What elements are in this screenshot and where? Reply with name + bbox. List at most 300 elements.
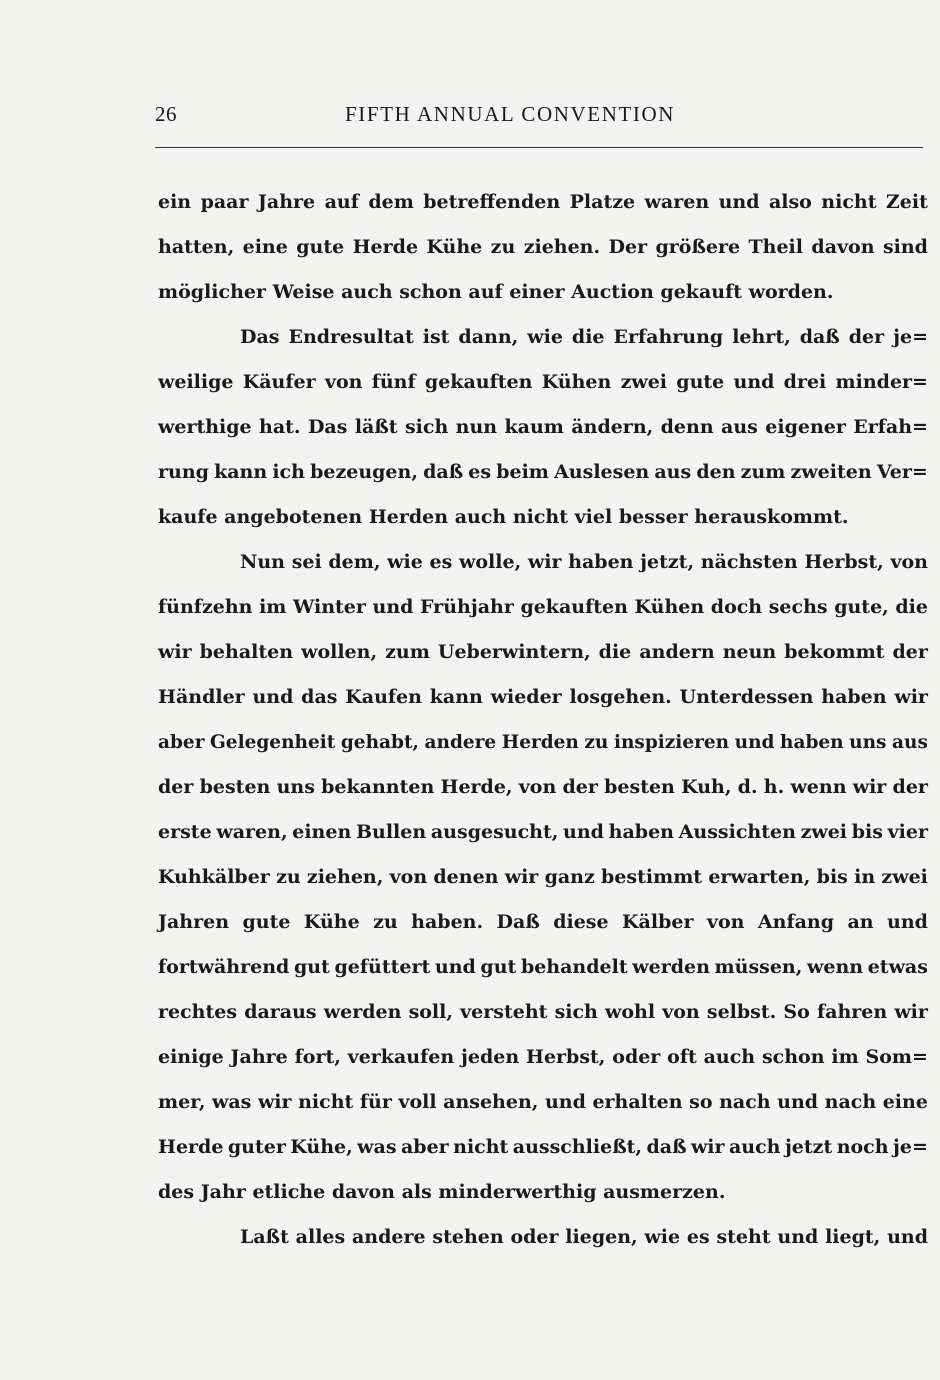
word: beim (496, 461, 549, 483)
text-line (158, 900, 928, 945)
word: mer, (158, 1091, 206, 1113)
text-line (158, 855, 928, 900)
word: es (429, 551, 453, 573)
word: einen (292, 821, 352, 843)
word: auf (324, 191, 359, 213)
word: von (389, 866, 428, 888)
word: uns (276, 776, 315, 798)
word: die (895, 596, 928, 618)
page-header (155, 102, 923, 132)
word: dann, (458, 326, 519, 348)
word: sich (404, 416, 449, 438)
word: Zeit (885, 191, 928, 213)
word: der (562, 776, 598, 798)
word: denn (660, 416, 714, 438)
word: Jahre (230, 1046, 288, 1068)
word: zwei (620, 371, 668, 393)
word: bis (816, 866, 848, 888)
word: aber (400, 1136, 449, 1158)
body-text (158, 180, 928, 1260)
word: Händler (158, 686, 245, 708)
word: läßt (354, 416, 398, 438)
text-line (158, 495, 928, 540)
word: wir (894, 686, 928, 708)
word: wenn (790, 776, 847, 798)
word: schon (399, 281, 469, 303)
word: und (563, 821, 604, 843)
word: je= (893, 326, 928, 348)
word: waren (644, 191, 710, 213)
word: von (324, 371, 363, 393)
word: aus (654, 461, 692, 483)
word: Platze (569, 191, 636, 213)
text-line (158, 810, 928, 855)
word: jeden (461, 1046, 520, 1068)
word: Weise (272, 281, 342, 303)
word: größere (655, 236, 741, 258)
word: daß (799, 326, 840, 348)
word: bekannten (321, 776, 435, 798)
word: nicht (298, 1091, 354, 1113)
word: losgehen. (569, 686, 672, 708)
word: und (887, 1226, 928, 1248)
word: nächsten (700, 551, 798, 573)
word: wir (257, 1091, 292, 1113)
word: Kaufen (345, 686, 422, 708)
word: Kuh, (681, 776, 732, 798)
word: wir (158, 641, 192, 663)
word: andern (639, 641, 715, 663)
word: drei (783, 371, 827, 393)
word: waren, (216, 821, 288, 843)
word: des (158, 1181, 201, 1203)
word: je= (893, 1136, 928, 1158)
word: Unterdessen (679, 686, 814, 708)
word: aus (892, 732, 928, 753)
word: gekauften (520, 596, 628, 618)
word: fahren (816, 1001, 888, 1023)
word: wollen, (301, 641, 378, 663)
word: dem (368, 191, 414, 213)
word: fortwährend (158, 956, 290, 978)
text-line (158, 585, 928, 630)
word: Kühe, (290, 1136, 353, 1158)
word: zwei (800, 821, 848, 843)
word: werden (632, 956, 710, 978)
word: haben (608, 821, 674, 843)
word: wir (527, 551, 562, 573)
word: Auction (571, 281, 661, 303)
word: davon (811, 236, 875, 258)
word: neun (722, 641, 777, 663)
word: andere (424, 732, 497, 753)
word: Som= (865, 1046, 928, 1068)
word: ziehen, (306, 866, 384, 888)
word: andere (352, 1226, 426, 1248)
word: nun (455, 416, 498, 438)
word: behalten (199, 641, 294, 663)
word: haben (821, 686, 887, 708)
word: zweiten (790, 461, 872, 483)
word: Kühen (541, 371, 612, 393)
word: Jahre (257, 191, 316, 213)
word: zwei (881, 866, 928, 888)
word: hat. (259, 416, 301, 438)
word: aber (158, 732, 205, 753)
word: davon (331, 1181, 402, 1203)
word: der (892, 776, 928, 798)
word: und (887, 911, 928, 933)
word: vier (887, 821, 928, 843)
word: Kühen (634, 596, 705, 618)
word: erhalten (592, 1091, 683, 1113)
word: oder (612, 1046, 661, 1068)
word: gekauft (660, 281, 749, 303)
word: ausgesucht, (430, 821, 559, 843)
word: hatten, (158, 236, 235, 258)
word: zu (584, 732, 609, 753)
word: nach (824, 1091, 877, 1113)
word: gute (242, 911, 291, 933)
word: also (768, 191, 812, 213)
word: lehrt, (732, 326, 791, 348)
word: von (890, 551, 928, 573)
word: d. (737, 776, 758, 798)
text-line (158, 1035, 928, 1080)
word: inspizieren (613, 732, 730, 753)
word: gehabt, (340, 732, 419, 753)
word: gekauften (424, 371, 533, 393)
word: Nun (240, 551, 285, 573)
word: doch (710, 596, 763, 618)
word: ich (272, 461, 305, 483)
word: Auslesen (554, 461, 650, 483)
word: nicht (512, 506, 575, 528)
word: zu (490, 236, 516, 258)
word: und (544, 1091, 586, 1113)
word: angebotenen (224, 506, 369, 528)
word: Kuhkälber (158, 866, 270, 888)
word: die (598, 641, 632, 663)
word: diese (553, 911, 609, 933)
word: die (571, 326, 605, 348)
word: ein (158, 191, 192, 213)
word: Winter (293, 596, 366, 618)
word: was (357, 1136, 397, 1158)
word: Käufer (242, 371, 316, 393)
word: nicht (821, 191, 877, 213)
word: für (359, 1091, 392, 1113)
word: ist (422, 326, 450, 348)
word: liegt, (825, 1226, 881, 1248)
word: uns (849, 732, 887, 753)
word: zum (740, 461, 786, 483)
word: gut (293, 956, 330, 978)
text-line (158, 1170, 928, 1215)
text-line (158, 315, 928, 360)
word: sind (882, 236, 928, 258)
text-line (158, 1215, 928, 1260)
word: in (854, 866, 876, 888)
word: müssen, (714, 956, 803, 978)
word: auf (468, 281, 510, 303)
word: Kälber (622, 911, 694, 933)
word: bekommt (784, 641, 885, 663)
word: wie (527, 326, 563, 348)
word: Herden (501, 732, 579, 753)
word: Kühe (426, 236, 483, 258)
word: ändern, (571, 416, 654, 438)
word: haben. (411, 911, 484, 933)
word: kann (214, 461, 268, 483)
word: worden. (748, 281, 834, 303)
word: ansehen, (443, 1091, 539, 1113)
word: Das (240, 326, 280, 348)
word: kann (429, 686, 483, 708)
word: daß (646, 1136, 687, 1158)
word: und (777, 1091, 819, 1113)
word: sechs (768, 596, 828, 618)
word: dem, (328, 551, 381, 573)
word: einige (158, 1046, 224, 1068)
word: besten (199, 776, 271, 798)
word: denen (433, 866, 499, 888)
word: und (718, 191, 760, 213)
word: herauskommt. (694, 506, 849, 528)
text-line (158, 225, 928, 270)
word: kaufe (158, 506, 225, 528)
word: es (686, 1226, 710, 1248)
word: und (734, 732, 775, 753)
text-line (158, 945, 928, 990)
word: ganz (544, 866, 595, 888)
word: sei (291, 551, 322, 573)
word: stehen (432, 1226, 504, 1248)
word: Herden (368, 506, 455, 528)
word: und (434, 956, 476, 978)
word: Anfang (757, 911, 835, 933)
word: von (662, 1001, 700, 1023)
word: etliche (252, 1181, 332, 1203)
word: Jahren (158, 911, 230, 933)
word: besten (604, 776, 675, 798)
word: Frühjahr (420, 596, 514, 618)
word: gute (676, 371, 725, 393)
word: zu (373, 911, 398, 933)
word: Bullen (355, 821, 427, 843)
word: bis (851, 821, 883, 843)
word: zum (385, 641, 430, 663)
word: Kühe (303, 911, 360, 933)
word: schon (761, 1046, 825, 1068)
word: erste (158, 821, 212, 843)
word: aus (721, 416, 758, 438)
word: steht (716, 1226, 771, 1248)
word: sich (554, 1001, 598, 1023)
word: alles (295, 1226, 346, 1248)
word: als (401, 1181, 439, 1203)
word: Das (307, 416, 348, 438)
word: betreffenden (423, 191, 561, 213)
word: viel (574, 506, 619, 528)
word: wie (387, 551, 423, 573)
word: und (777, 1226, 819, 1248)
word: wir (894, 1001, 928, 1023)
word: Erfahrung (613, 326, 724, 348)
word: haben (568, 551, 634, 573)
word: und (252, 686, 294, 708)
word: was (212, 1091, 252, 1113)
word: Endresultat (288, 326, 414, 348)
word: h. (763, 776, 785, 798)
word: Daß (496, 911, 540, 933)
word: der (158, 776, 194, 798)
word: und (372, 596, 414, 618)
text-line (158, 630, 928, 675)
word: wir (852, 776, 887, 798)
word: wir (690, 1136, 725, 1158)
word: fort, (294, 1046, 341, 1068)
word: von (518, 776, 557, 798)
header-rule (155, 147, 923, 148)
running-title: FIFTH ANNUAL CONVENTION (345, 102, 676, 126)
word: der (892, 641, 928, 663)
word: oft (667, 1046, 697, 1068)
word: der (848, 326, 885, 348)
text-line (158, 180, 928, 225)
word: Herde (158, 1136, 224, 1158)
word: Aussichten (678, 821, 796, 843)
text-line (158, 765, 928, 810)
text-line (158, 990, 928, 1035)
word: im (259, 596, 287, 618)
word: eigener (765, 416, 846, 438)
word: rechtes (158, 1001, 238, 1023)
word: und (733, 371, 775, 393)
text-line (158, 1080, 928, 1125)
word: fünfzehn (158, 596, 253, 618)
word: kaum (504, 416, 564, 438)
word: daraus (244, 1001, 317, 1023)
text-line (158, 450, 928, 495)
word: weilige (158, 371, 234, 393)
word: rung (158, 461, 209, 483)
word: auch (341, 281, 400, 303)
text-line (158, 720, 928, 765)
word: jetzt, (640, 551, 695, 573)
word: es (468, 461, 492, 483)
word: eine (882, 1091, 928, 1113)
word: von (706, 911, 745, 933)
word: zu (276, 866, 301, 888)
word: besser (618, 506, 695, 528)
word: paar (200, 191, 249, 213)
word: auch (728, 1136, 781, 1158)
text-line (158, 675, 928, 720)
word: gute (296, 236, 345, 258)
word: an (847, 911, 874, 933)
word: bestimmt (601, 866, 703, 888)
word: nach (719, 1091, 771, 1113)
word: ziehen. (523, 236, 601, 258)
word: Der (608, 236, 648, 258)
word: Ver= (876, 461, 928, 483)
word: oder (510, 1226, 559, 1248)
word: jetzt (784, 1136, 833, 1158)
word: den (696, 461, 736, 483)
word: noch (836, 1136, 889, 1158)
word: werden (323, 1001, 402, 1023)
word: Herbst, (526, 1046, 606, 1068)
word: Herde, (440, 776, 513, 798)
word: werthige (158, 416, 252, 438)
word: versteht (460, 1001, 548, 1023)
word: ausmerzen. (603, 1181, 726, 1203)
word: bezeugen, (310, 461, 418, 483)
word: Ueberwintern, (437, 641, 591, 663)
word: im (831, 1046, 859, 1068)
word: soll, (408, 1001, 453, 1023)
page-number: 26 (155, 102, 177, 126)
text-line (158, 540, 928, 585)
word: gute, (834, 596, 889, 618)
word: so (689, 1091, 713, 1113)
word: etwas (867, 956, 928, 978)
word: guter (227, 1136, 286, 1158)
word: verkaufen (347, 1046, 455, 1068)
word: Laßt (240, 1226, 289, 1248)
word: minder= (835, 371, 928, 393)
word: auch (703, 1046, 756, 1068)
text-line (158, 405, 928, 450)
word: daß (423, 461, 464, 483)
word: gefüttert (334, 956, 431, 978)
word: wolle, (459, 551, 522, 573)
word: Erfah= (853, 416, 928, 438)
word: auch (454, 506, 513, 528)
word: wir (504, 866, 539, 888)
word: wie (644, 1226, 681, 1248)
word: fünf (371, 371, 416, 393)
word: voll (398, 1091, 437, 1113)
text-line (158, 1125, 928, 1170)
word: haben (780, 732, 844, 753)
word: Herbst, (804, 551, 884, 573)
word: liegen, (565, 1226, 638, 1248)
word: das (301, 686, 338, 708)
word: wenn (807, 956, 864, 978)
text-line (158, 360, 928, 405)
word: eine (242, 236, 288, 258)
word: Gelegenheit (210, 732, 336, 753)
word: Jahr (200, 1181, 253, 1203)
word: behandelt (520, 956, 628, 978)
word: Herde (352, 236, 419, 258)
word: Theil (748, 236, 803, 258)
word: wohl (605, 1001, 656, 1023)
word: ausschließt, (512, 1136, 643, 1158)
word: minderwerthig (438, 1181, 604, 1203)
word: selbst. (706, 1001, 777, 1023)
word: erwarten, (708, 866, 811, 888)
word: So (783, 1001, 810, 1023)
word: nicht (453, 1136, 509, 1158)
text-line (158, 270, 928, 315)
word: einer (509, 281, 572, 303)
word: wieder (490, 686, 562, 708)
word: möglicher (158, 281, 273, 303)
word: gut (480, 956, 517, 978)
